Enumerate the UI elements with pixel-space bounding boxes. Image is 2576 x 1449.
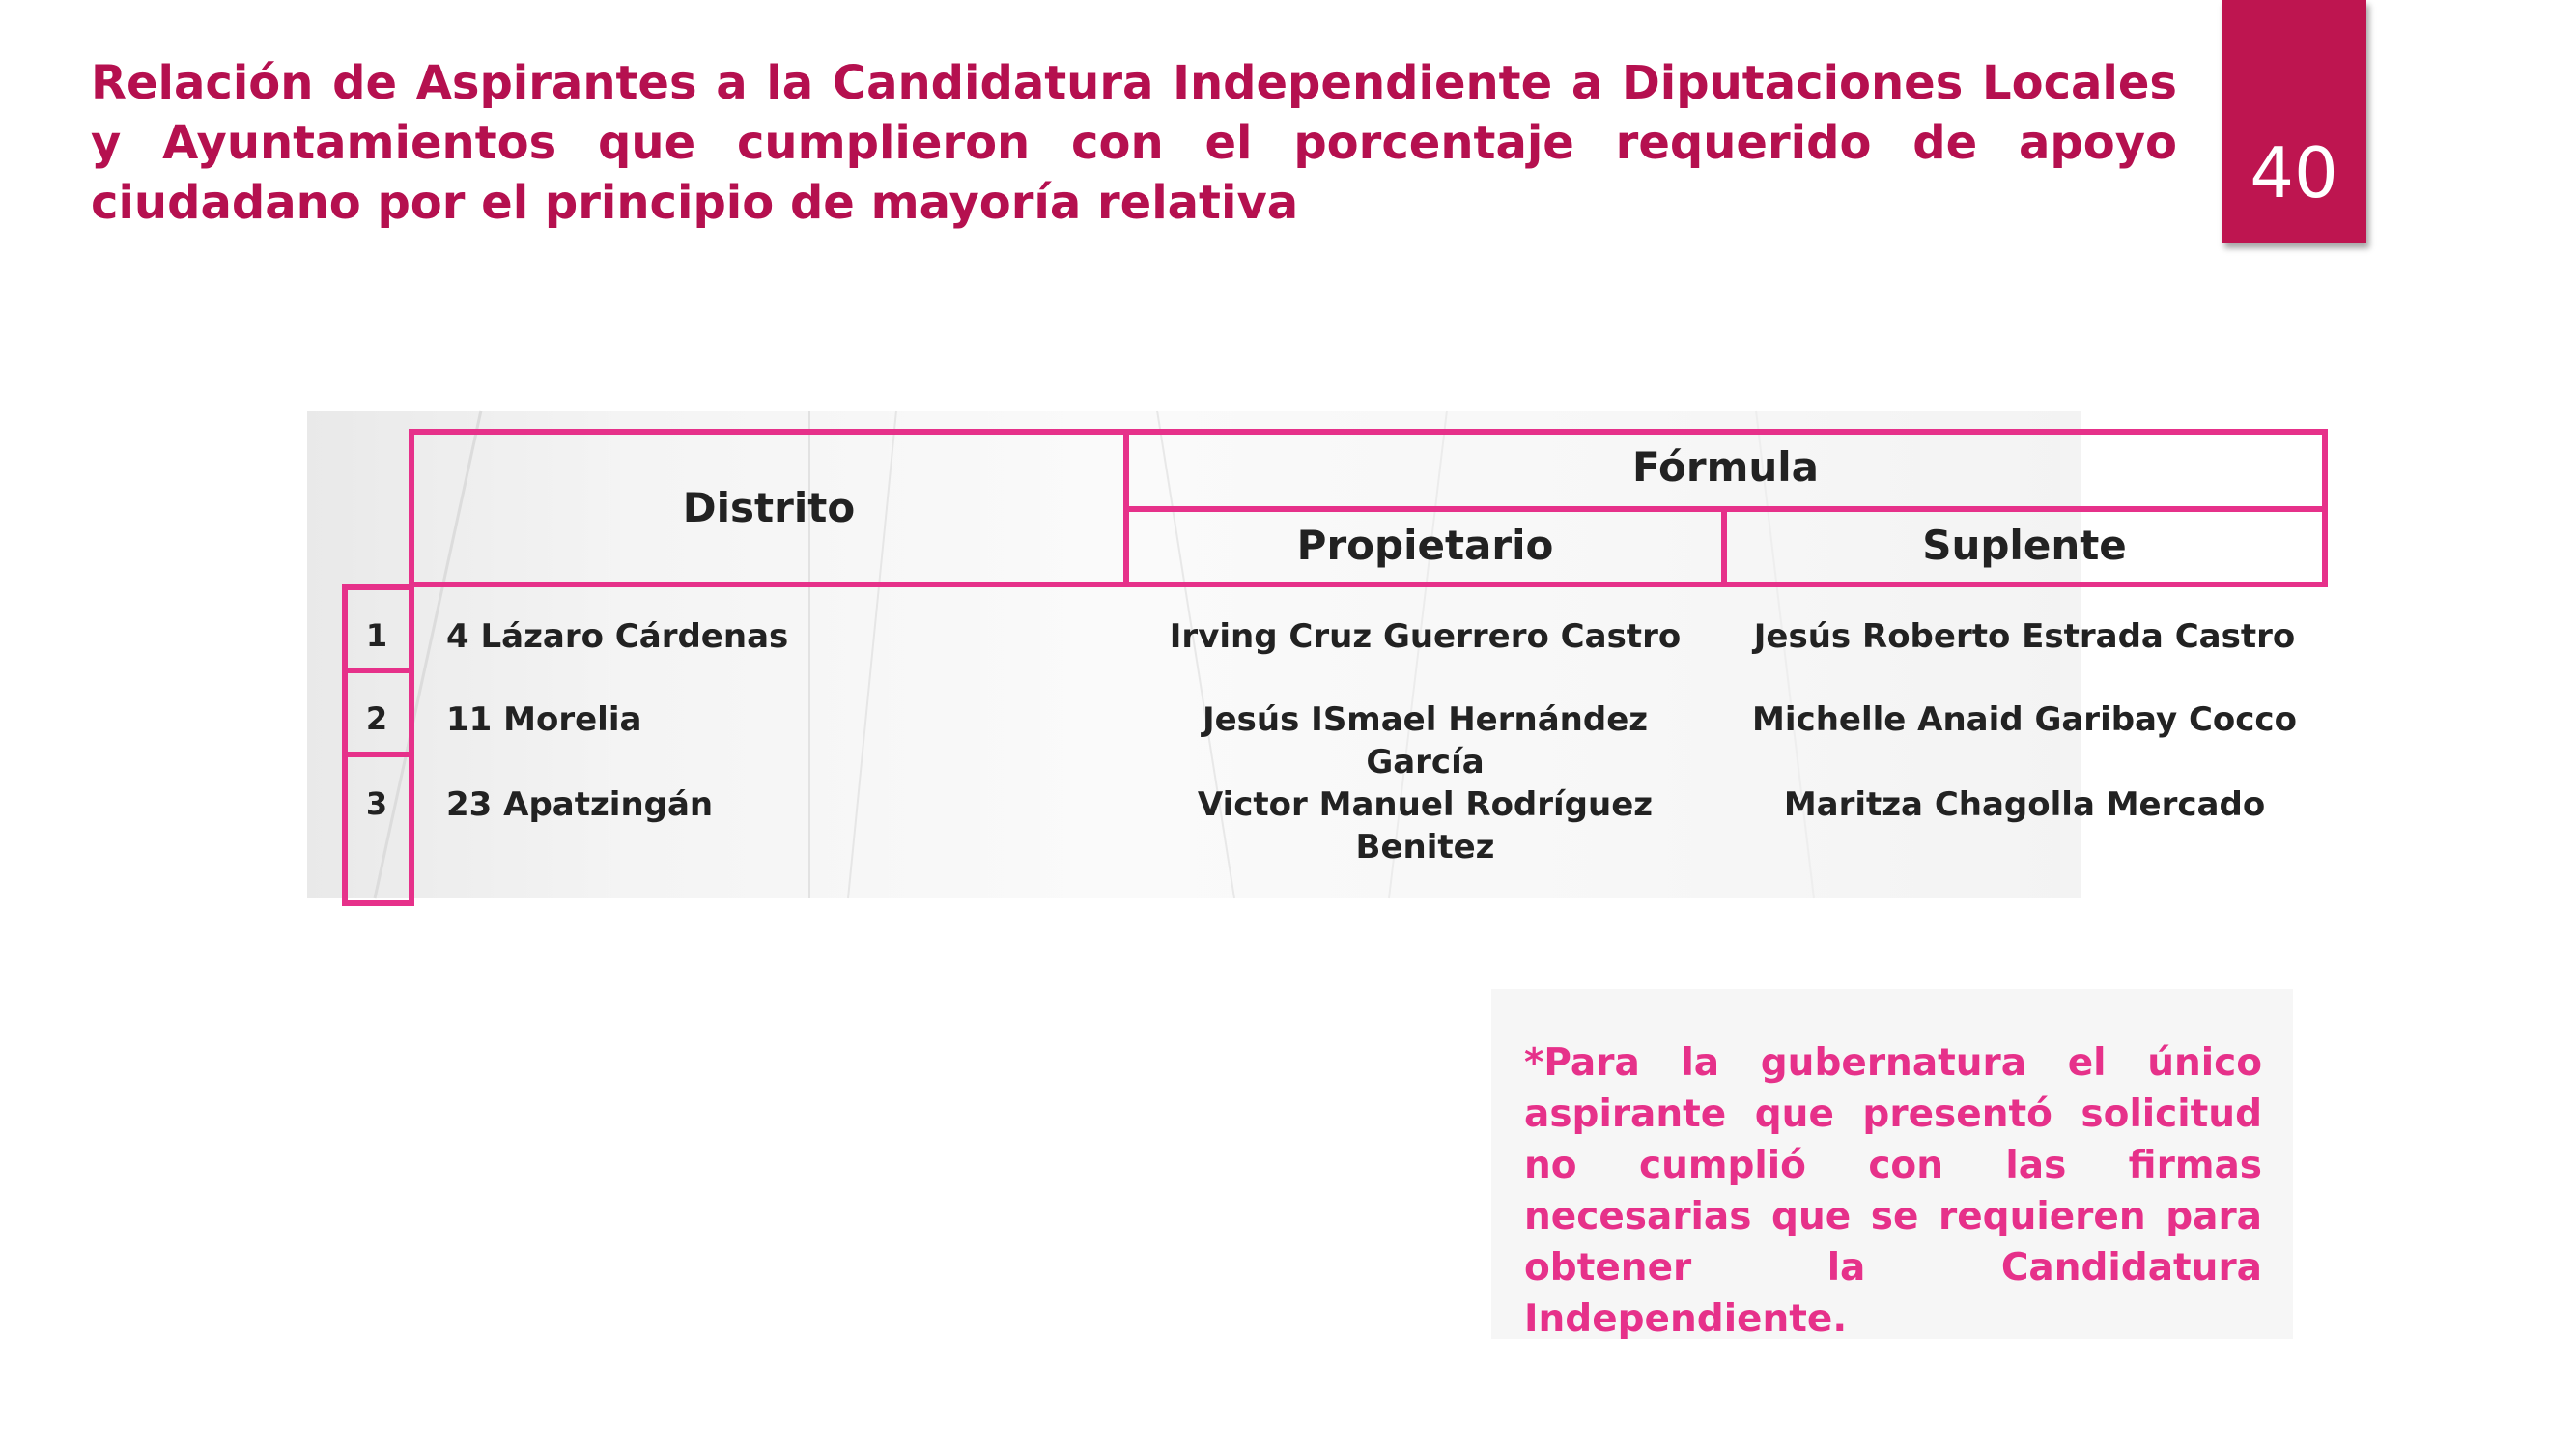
header-propietario: Propietario bbox=[1296, 522, 1554, 569]
note-text: *Para la gubernatura el único aspirante que presentó solicitud no cumplió con las firmas necesarias que se requieren para obtener la Candidatura Independiente. bbox=[1524, 1041, 2262, 1341]
header-formula: Fórmula bbox=[1632, 443, 1819, 491]
propietario-line: Victor Manuel Rodríguez bbox=[1197, 785, 1654, 824]
propietario-cell bbox=[1129, 615, 1721, 658]
slide-title: Relación de Aspirantes a la Candidatura Independiente a Diputaciones Locales y Ayuntamientos que cumplieron con el porcentaje requerido de apoyo ciudadano por el principio de mayoría relativa bbox=[91, 56, 2177, 230]
suplente-cell: Maritza Chagolla Mercado bbox=[1783, 785, 2266, 824]
distrito-cell: 4 Lázaro Cárdenas bbox=[446, 617, 789, 656]
propietario-line: Irving Cruz Guerrero Castro bbox=[1169, 617, 1682, 656]
propietario-cell bbox=[1129, 783, 1721, 868]
suplente-cell: Michelle Anaid Garibay Cocco bbox=[1752, 700, 2297, 739]
header-distrito: Distrito bbox=[682, 484, 856, 531]
suplente-cell: Jesús Roberto Estrada Castro bbox=[1753, 617, 2296, 656]
page-number: 40 bbox=[2250, 132, 2338, 213]
candidates-table-image bbox=[307, 411, 2297, 898]
row-number-cell-3 bbox=[342, 752, 414, 906]
row-number: 2 bbox=[365, 700, 388, 737]
distrito-cell: 23 Apatzingán bbox=[446, 785, 714, 824]
page-number-badge bbox=[2222, 0, 2366, 243]
propietario-line: Benitez bbox=[1355, 828, 1495, 867]
propietario-line: Jesús ISmael Hernández bbox=[1202, 700, 1649, 739]
row-number: 1 bbox=[365, 617, 388, 654]
propietario-line: García bbox=[1366, 743, 1485, 781]
propietario-cell bbox=[1129, 698, 1721, 783]
distrito-cell: 11 Morelia bbox=[446, 700, 642, 739]
row-number: 3 bbox=[365, 785, 388, 822]
header-suplente: Suplente bbox=[1922, 522, 2127, 569]
note-box bbox=[1491, 989, 2293, 1339]
